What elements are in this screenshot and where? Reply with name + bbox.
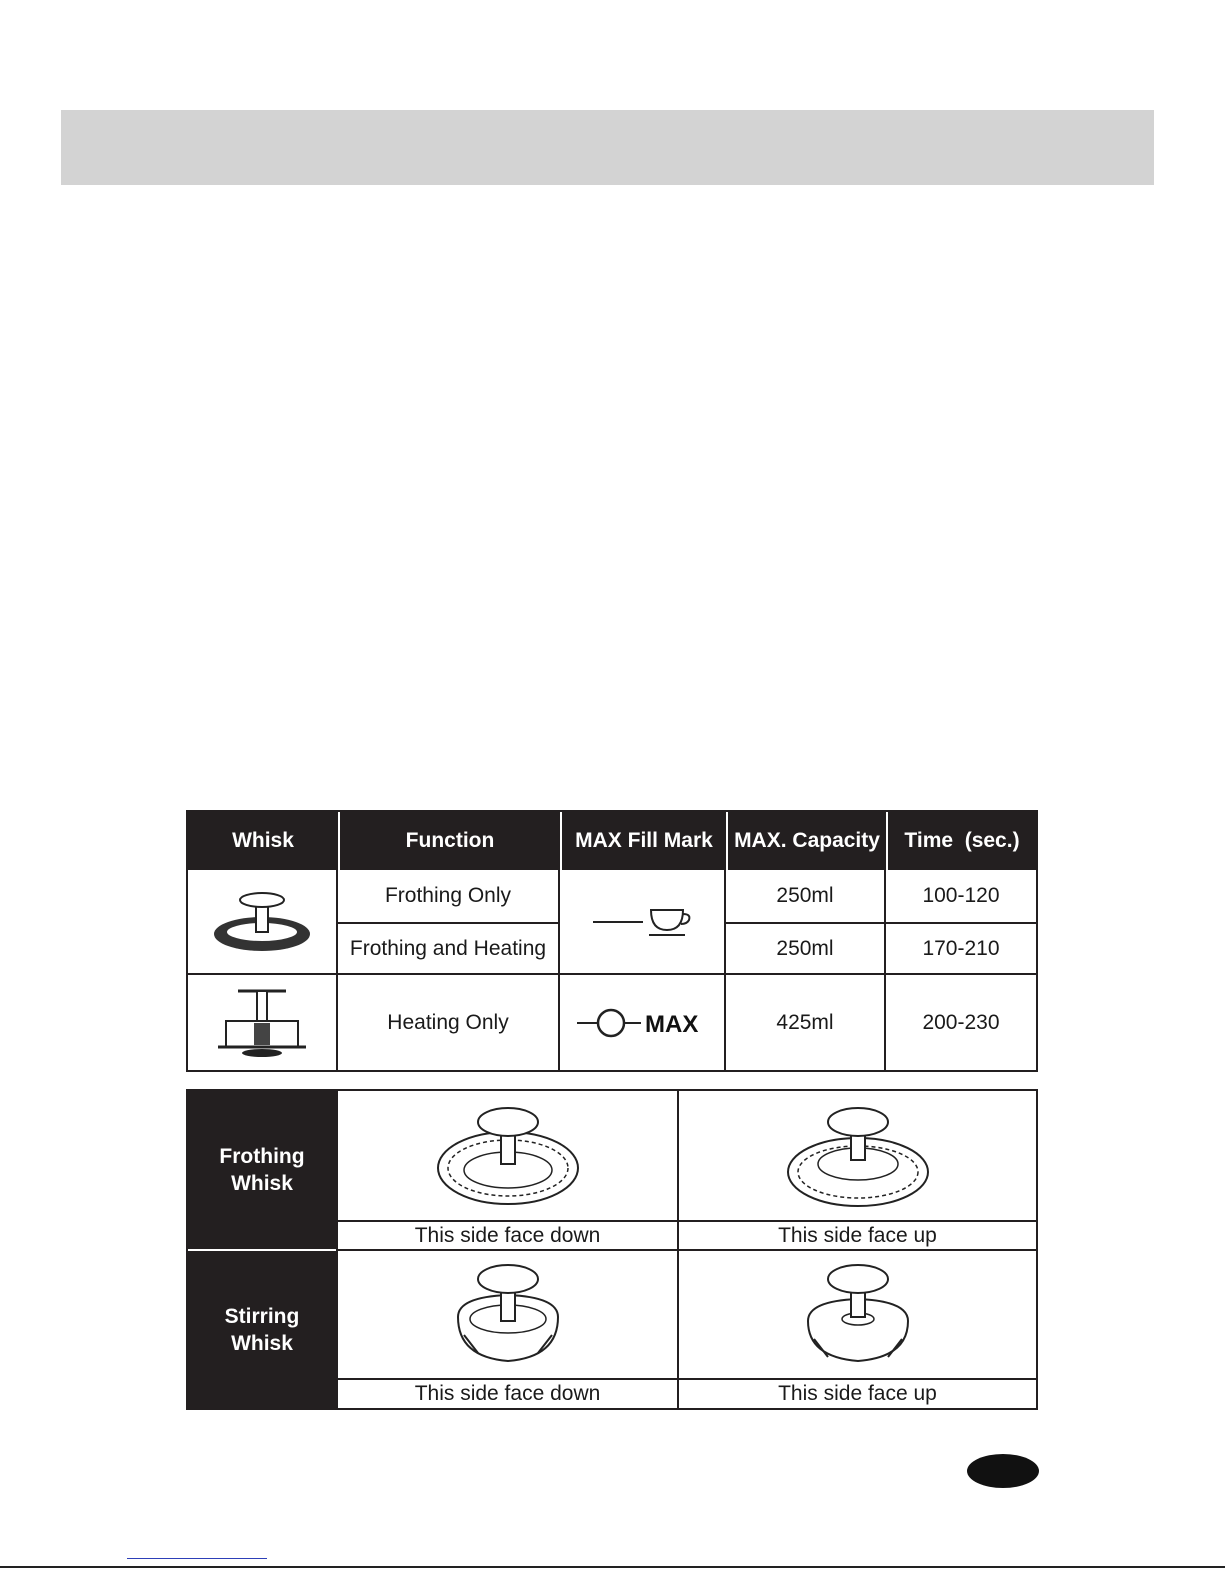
time-frothing-heating: 170-210	[886, 924, 1036, 973]
whisk-spec-table	[186, 810, 1038, 1072]
stirring-whisk-face-up-image	[679, 1251, 1036, 1378]
whisk-orientation-table	[186, 1089, 1038, 1410]
header-max-fill-mark: MAX Fill Mark	[560, 812, 726, 870]
header-time: Time (sec.)	[886, 812, 1036, 870]
capacity-frothing-heating: 250ml	[726, 924, 884, 973]
stirring-whisk-up-icon	[798, 1257, 918, 1373]
max-fill-mark	[560, 975, 724, 1070]
cup-fill-mark	[560, 870, 724, 973]
frothing-whisk-face-down-image	[338, 1091, 677, 1220]
stirring-face-down-caption: This side face down	[414, 1382, 601, 1405]
header-whisk: Whisk	[188, 812, 338, 870]
stirring-whisk-down-icon	[448, 1257, 568, 1373]
max-circle-icon	[575, 1008, 709, 1038]
function-frothing-only: Frothing Only	[338, 870, 558, 922]
footer-rule	[0, 1566, 1225, 1568]
function-heating-only: Heating Only	[338, 975, 558, 1070]
time-heating-only: 200-230	[886, 975, 1036, 1070]
stirring-whisk-label: Stirring Whisk	[188, 1251, 336, 1408]
header-function: Function	[338, 812, 560, 870]
stirring-whisk-icon	[212, 983, 312, 1063]
frothing-whisk-icon	[207, 882, 317, 962]
stirring-face-up-caption: This side face up	[778, 1382, 937, 1405]
frothing-face-up-caption: This side face up	[778, 1223, 937, 1247]
stirring-whisk-face-down-image	[338, 1251, 677, 1378]
frothing-whisk-face-up-image	[679, 1091, 1036, 1220]
frothing-whisk-label: Frothing Whisk	[188, 1091, 336, 1249]
capacity-frothing-only: 250ml	[726, 870, 884, 922]
header-max-capacity: MAX. Capacity	[726, 812, 886, 870]
footer-link-underline[interactable]	[127, 1558, 267, 1559]
frothing-whisk-up-icon	[783, 1098, 933, 1214]
frothing-whisk-image	[188, 870, 336, 973]
capacity-heating-only: 425ml	[726, 975, 884, 1070]
cup-icon	[587, 902, 697, 942]
time-frothing-only: 100-120	[886, 870, 1036, 922]
stirring-whisk-image	[188, 975, 336, 1070]
frothing-face-down-caption: This side face down	[414, 1223, 601, 1247]
max-label: MAX	[645, 1010, 699, 1038]
section-header-band	[61, 110, 1154, 185]
page-number-badge	[967, 1454, 1039, 1488]
function-frothing-heating: Frothing and Heating	[338, 924, 558, 973]
frothing-whisk-down-icon	[433, 1098, 583, 1214]
